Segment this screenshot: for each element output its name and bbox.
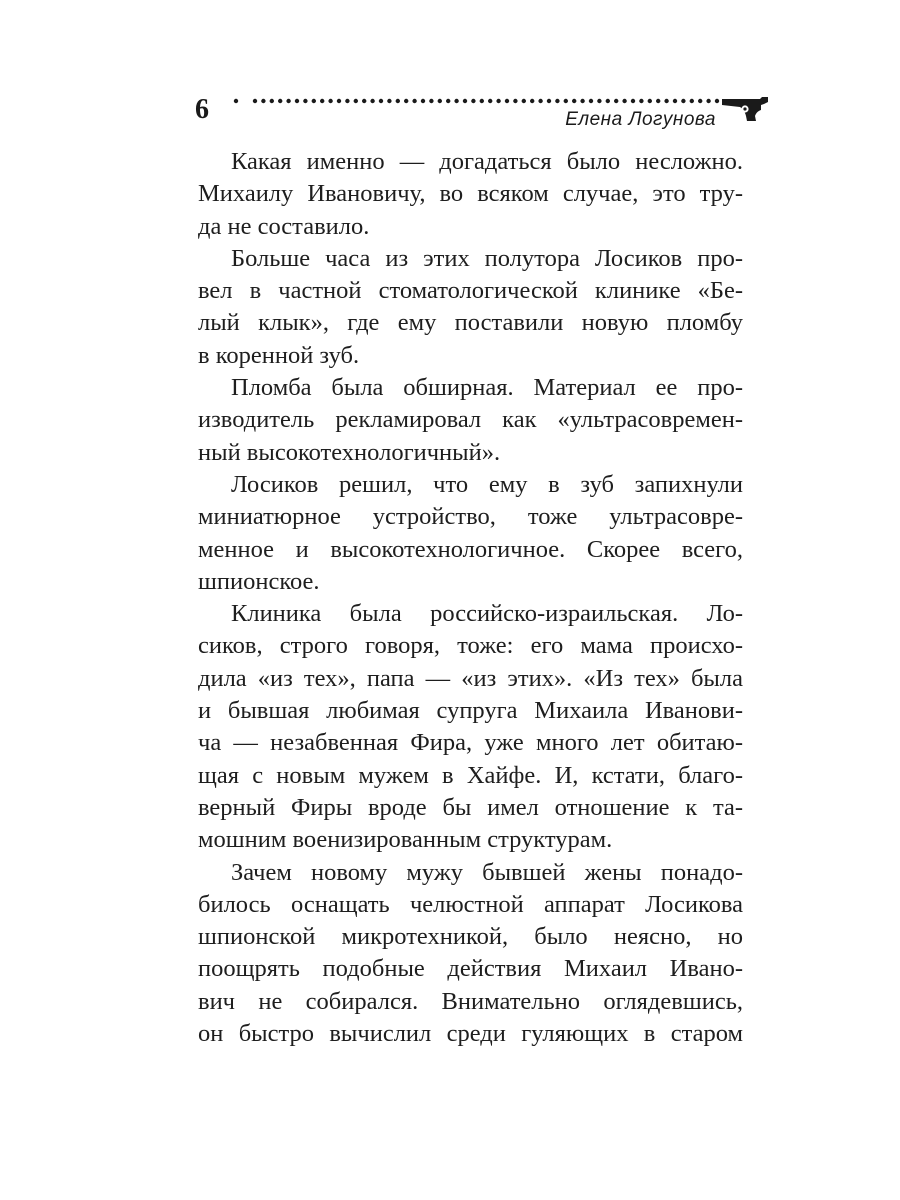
text-line: шпионской микротехникой, было неясно, но xyxy=(198,923,743,951)
text-line: поощрять подобные действия Михаил Ивано- xyxy=(198,955,743,983)
text-line: верный Фиры вроде бы имел отношение к та- xyxy=(198,793,743,821)
text-line: лый клык», где ему поставили новую пломбу xyxy=(198,309,743,337)
text-line: миниатюрное устройство, тоже ультрасовре- xyxy=(198,503,743,531)
text-line: вич не собирался. Внимательно оглядевшись, xyxy=(198,987,743,1015)
text-line: сиков, строго говоря, тоже: его мама происхо- xyxy=(198,632,743,660)
text-line: Михаилу Ивановичу, во всяком случае, это тру- xyxy=(198,180,743,208)
text-line: Пломба была обширная. Материал ее про- xyxy=(231,374,743,402)
text-line: шпионское. xyxy=(198,567,320,595)
text-line: дила «из тех», папа — «из этих». «Из тех» была xyxy=(198,664,743,692)
paragraph xyxy=(198,372,743,469)
paragraph xyxy=(198,598,743,856)
text-line: и бывшая любимая супруга Михаила Иванови- xyxy=(198,697,743,725)
text-line: Лосиков решил, что ему в зуб запихнули xyxy=(231,470,743,498)
text-line: да не составило. xyxy=(198,212,370,240)
running-header xyxy=(195,92,770,132)
text-line: щая с новым мужем в Хайфе. И, кстати, благо- xyxy=(198,761,743,789)
text-line: изводитель рекламировал как «ультрасовремен- xyxy=(198,406,743,434)
text-line: в коренной зуб. xyxy=(198,341,360,369)
paragraph xyxy=(198,857,743,1051)
author-name: Елена Логунова xyxy=(565,109,716,130)
text-line: Зачем новому мужу бывшей жены понадо- xyxy=(231,858,743,886)
body-text xyxy=(198,146,743,1050)
text-line: билось оснащать челюстной аппарат Лосикова xyxy=(198,890,743,918)
text-line: ча — незабвенная Фира, уже много лет обитаю- xyxy=(198,729,743,757)
text-line: Больше часа из этих полутора Лосиков про- xyxy=(231,244,743,272)
dotted-leader xyxy=(233,92,721,108)
page-number: 6 xyxy=(195,94,209,125)
text-line: ный высокотехнологичный». xyxy=(198,438,501,466)
revolver-icon xyxy=(720,96,770,122)
text-line: менное и высокотехнологичное. Скорее всего, xyxy=(198,535,743,563)
text-line: вел в частной стоматологической клинике «Бе- xyxy=(198,277,743,305)
text-line: мошним военизированным структурам. xyxy=(198,826,613,854)
paragraph xyxy=(198,243,743,372)
paragraph xyxy=(198,469,743,598)
text-line: Какая именно — догадаться было несложно. xyxy=(231,148,743,175)
paragraph xyxy=(198,146,743,243)
text-line: он быстро вычислил среди гуляющих в старом xyxy=(198,1020,743,1048)
text-line: Клиника была российско-израильская. Ло- xyxy=(231,600,743,628)
